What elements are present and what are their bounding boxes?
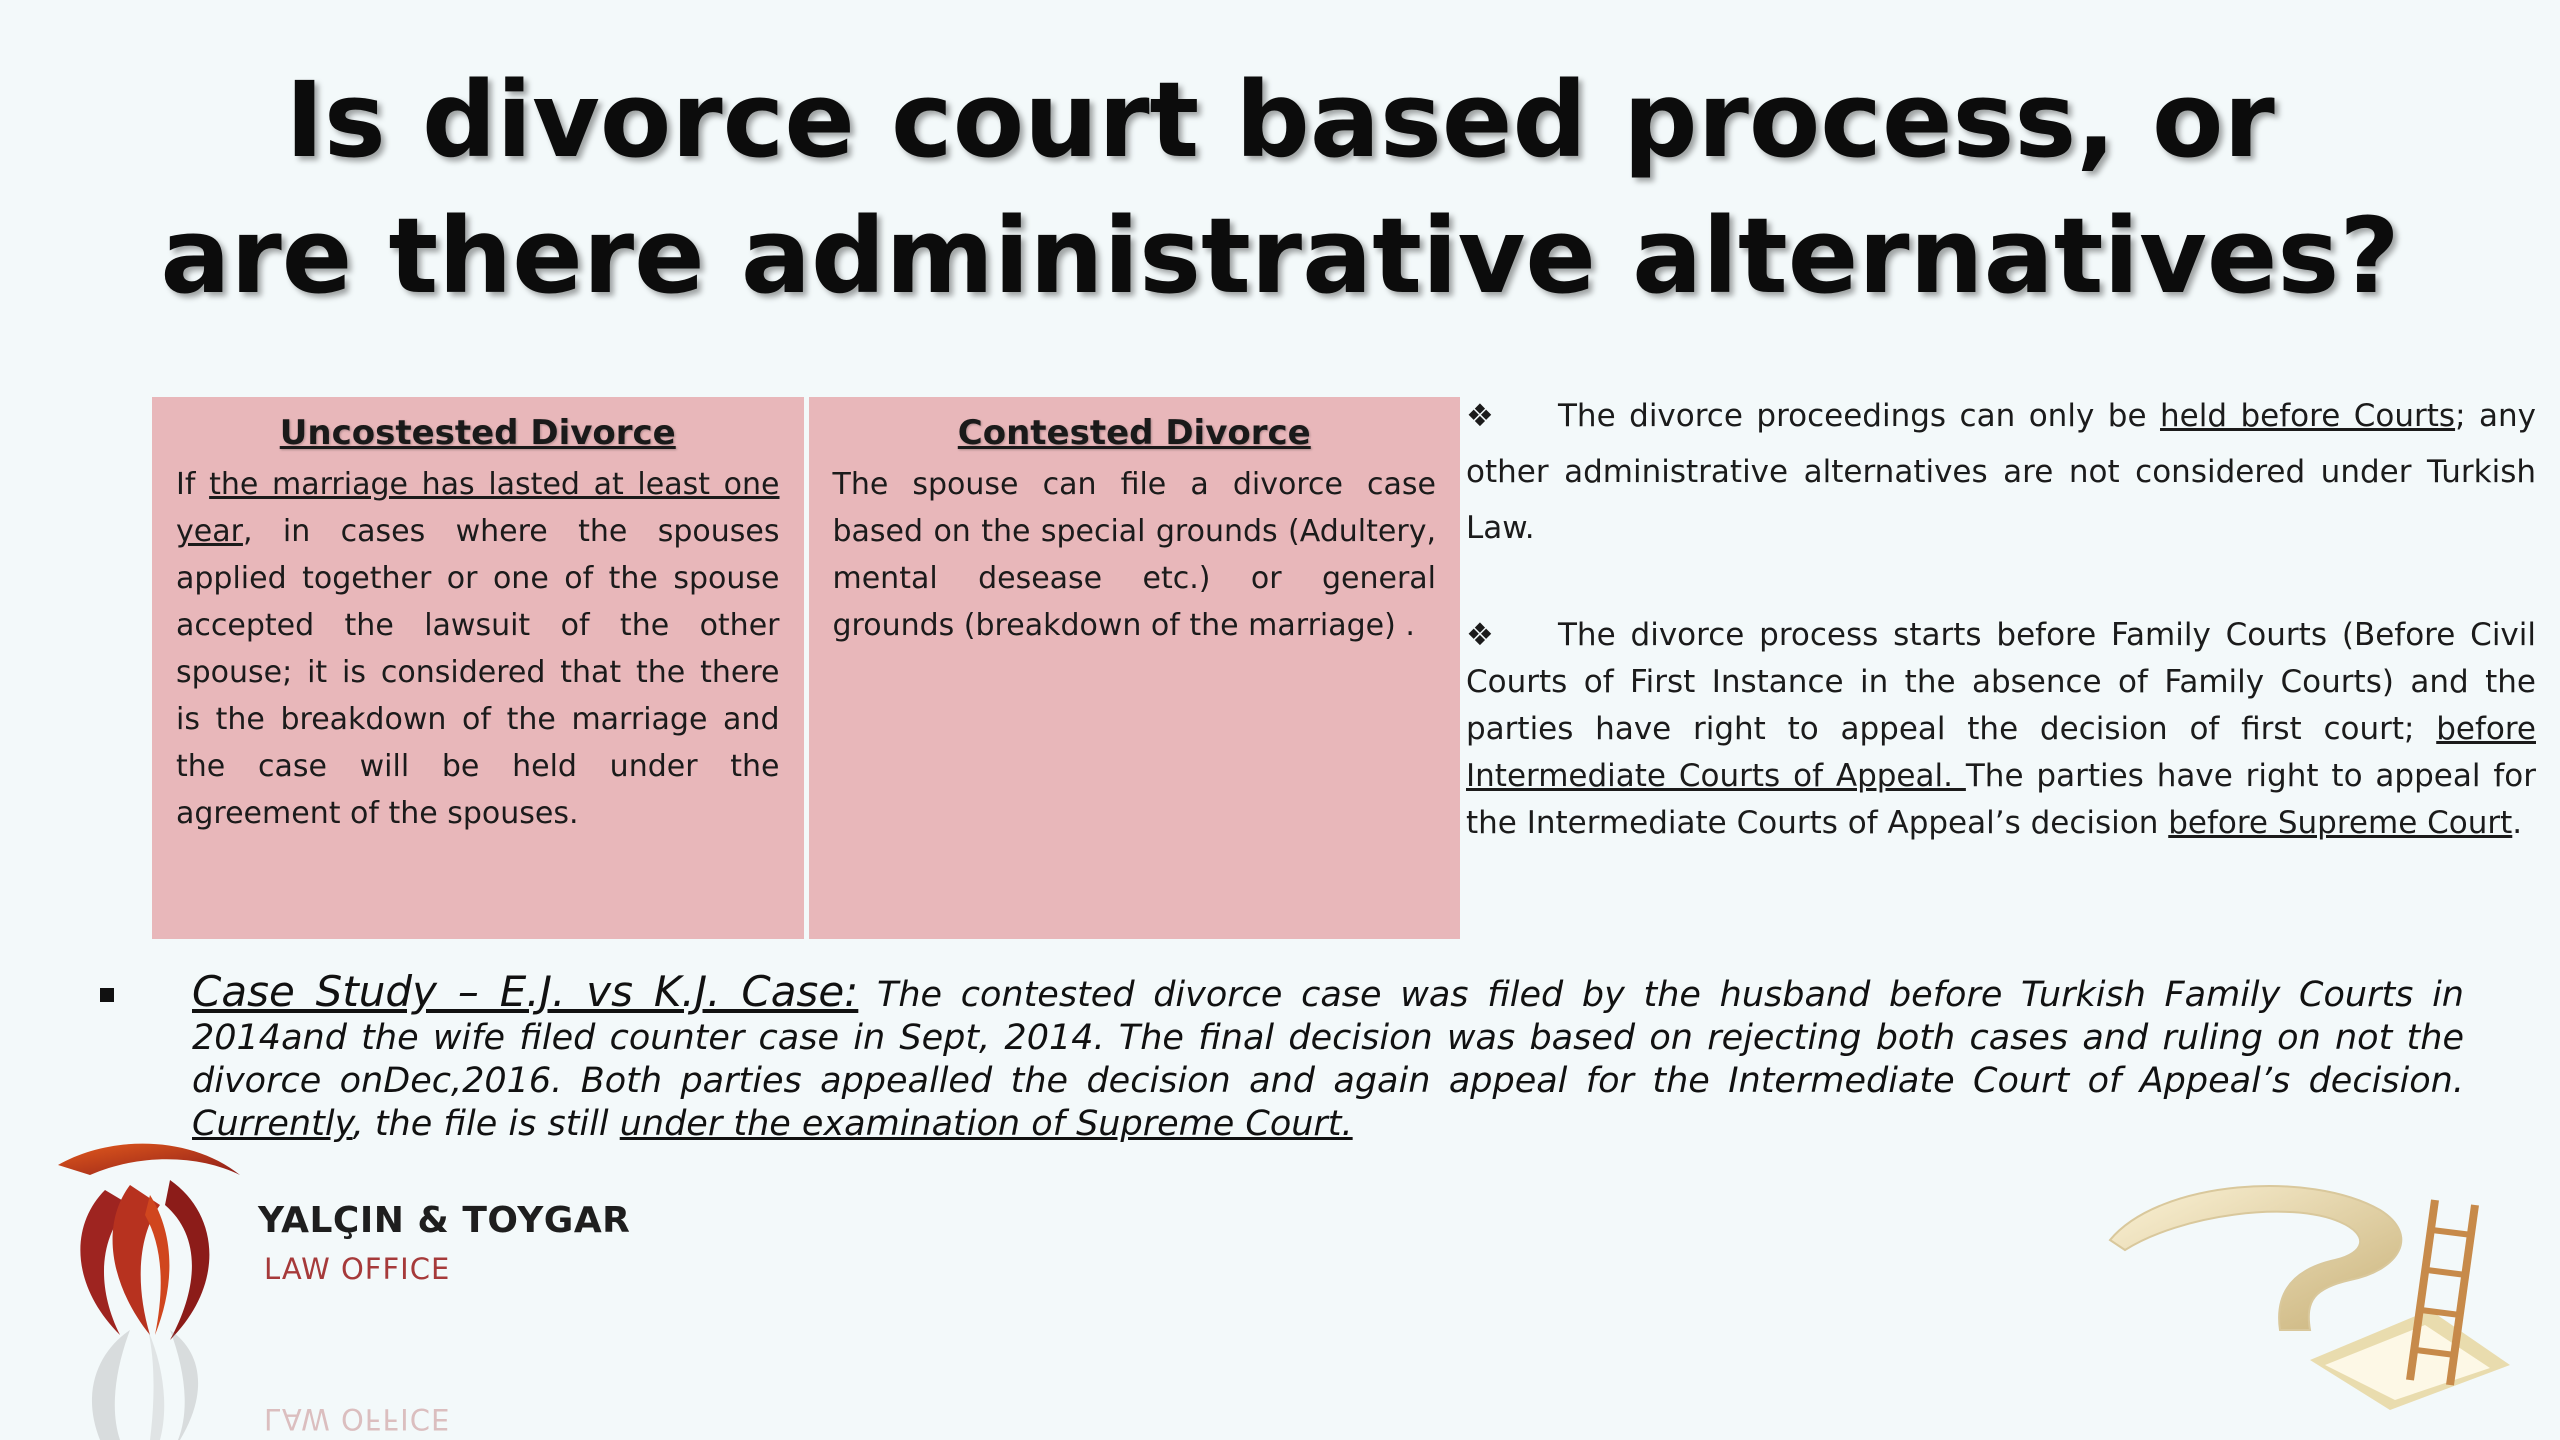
firm-subtitle-reflection: LAW OFFICE [264, 1402, 451, 1436]
note-2-text-a: The divorce process starts before Family Courts (Before Civil Courts of First Instance in the absence of Family Courts) and the parties have right to appeal the decision of first court; [1466, 617, 2536, 747]
diamond-bullet-icon: ❖ [1466, 617, 1494, 653]
contested-text: The spouse can file a divorce case based on the special grounds (Adultery, mental desease etc.) or general grounds (breakdown of the marriage) . [832, 467, 1436, 643]
note-2-text-c: . [2512, 805, 2523, 841]
note-1-text-b: ; any other administrative alternatives are not considered under Turkish Law. [1466, 398, 2536, 546]
note-2-emphasis-2: before Supreme Court [2168, 805, 2513, 841]
case-study-emphasis-2: under the examination of Supreme Court. [619, 1104, 1353, 1144]
case-study-text-2: , the file is still [352, 1104, 620, 1144]
uncontested-body: , in cases where the spouses applied together or one of the spouse accepted the lawsuit of the other spouse; it is considered that the there is the breakdown of the marriage and the case will be held under the agreement of the spouses. [176, 514, 780, 831]
case-study [100, 967, 2464, 1146]
case-study-text-1: The contested divorce case was filed by the husband before Turkish Family Courts in 2014and the wife filed counter case in Sept, 2014. The final decision was based on rejecting both cases and ruling on not the divorce onDec,2016. Both parties appealled the decision and again appeal for the Intermediate Court of Appeal’s decision. [192, 975, 2464, 1101]
uncontested-text [176, 461, 780, 837]
divorce-types-table [152, 397, 1460, 939]
note-2-text-b: The parties have right to appeal for the Intermediate Courts of Appeal’s decision [1466, 758, 2536, 841]
firm-subtitle: LAW OFFICE [264, 1252, 451, 1286]
note-1-emphasis: held before Courts [2160, 398, 2456, 434]
logo-reflection-icon [60, 1330, 240, 1440]
uncontested-condition: the marriage has lasted at least one year [176, 467, 780, 549]
question-mark-hole-ladder-icon [2100, 1160, 2520, 1410]
uncontested-intro: If [176, 467, 210, 502]
slide-title [0, 52, 2560, 324]
case-study-text [192, 967, 2464, 1146]
contested-heading: Contested Divorce [957, 413, 1311, 453]
note-1-text-a: The divorce proceedings can only be [1558, 398, 2161, 434]
note-1 [1466, 388, 2536, 556]
case-study-emphasis-1: Currently [192, 1104, 353, 1144]
note-2-emphasis-1: before Intermediate Courts of Appeal. [1466, 711, 2536, 794]
title-line-1: Is divorce court based process, or [285, 59, 2275, 181]
uncontested-heading: Uncostested Divorce [279, 413, 676, 453]
note-2 [1466, 612, 2536, 847]
diamond-bullet-icon: ❖ [1466, 398, 1494, 434]
law-firm-logo-icon [50, 1135, 250, 1345]
firm-name: YALÇIN & TOYGAR [258, 1200, 631, 1241]
contested-column [809, 397, 1461, 939]
square-bullet-icon [100, 988, 114, 1002]
title-line-2: are there administrative alternatives? [160, 195, 2400, 317]
case-study-label: Case Study – E.J. vs K.J. Case: [192, 967, 859, 1016]
court-process-notes [1466, 388, 2536, 903]
uncontested-column [152, 397, 804, 939]
